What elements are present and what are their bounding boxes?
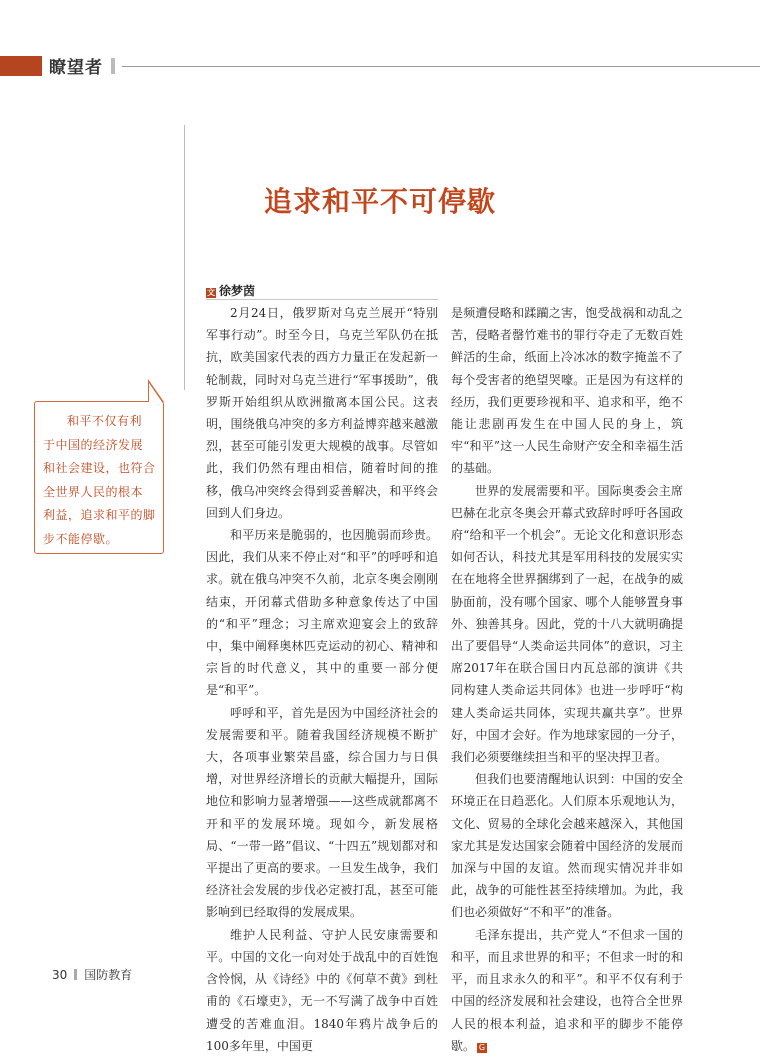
paragraph: 和平历来是脆弱的，也因脆弱而珍贵。因此，我们从来不停止对“和平”的呼呼和追求。就在俄乌冲突不久前，北京冬奥会刚刚结束，开闭幕式借助多种意象传达了中国的“和平”理念；习主席欢迎宴会上的致辞中，集中阐释奥林匹克运动的初心、精神和宗旨的时代意义，其中的重要一部分便是“和平”。 — [206, 528, 438, 698]
header-rule — [122, 66, 760, 67]
paragraph: 呼呼和平，首先是因为中国经济社会的发展需要和平。随着我国经济规模不断扩大，各项事业繁荣昌盛，综合国力与日俱增，对世界经济增长的贡献大幅提升，国际地位和影响力显著增强——这些成就都离不开和平的发展环境。现如今，新发展格局、“一带一路”倡议、“十四五”规划都对和平提出了更高的要求。一旦发生战争，我们经济社会发展的步伐必定被打乱，甚至可能影响到已经取得的发展成果。 — [206, 705, 438, 920]
end-mark-icon: G — [478, 1042, 486, 1052]
column-title: 瞭望者 — [49, 58, 103, 78]
header-separator — [111, 58, 115, 74]
page-footer — [52, 966, 132, 983]
pull-quote-notch-fill — [149, 383, 162, 402]
paragraph: 2月24日，俄罗斯对乌克兰展开“特别军事行动”。时至今日，乌克兰军队仍在抵抗，欧美国家代表的西方力量正在发起新一轮制裁，同时对乌克兰进行“军事援助”，俄罗斯开始组织从欧洲撤离本国公民。这表明，围绕俄乌冲突的多方利益博弈越来越激烈，甚至可能引发更大规模的战事。尽管如此，我们仍然有理由相信，随着时间的推移，俄乌冲突终会得到妥善解决，和平终会回到人们身边。 — [206, 306, 438, 520]
pull-quote-line: 和社会建设，也符合 — [43, 461, 156, 475]
byline-rule — [206, 299, 438, 300]
paragraph: 是频遭侵略和蹂躏之害，饱受战祸和动乱之苦，侵略者罄竹难书的罪行夺走了无数百姓鲜活的生命，纸面上冷冰冰的数字掩盖不了每个受害者的绝望哭嚎。正是因为有这样的经历，我们更要珍视和平、追求和平，绝不能让悲剧再发生在中国人民的身上，筑牢“和平”这一人民生命财产安全和幸福生活的基础。 — [451, 306, 683, 476]
paragraph-text: 毛泽东提出，共产党人“不但求一国的和平，而且求世界的和平；不但求一时的和平，而且求永久的和平”。和平不仅有利于中国的经济发展和社会建设，也符合全世界人民的根本利益，追求和平的脚步不能停歇。 — [451, 927, 683, 1053]
pull-quote-line: 步不能停歇。 — [43, 531, 119, 546]
pull-quote-line: 于中国的经济发展 — [43, 437, 144, 452]
author-name: 徐梦茵 — [219, 284, 256, 298]
paragraph: 但我们也要清醒地认识到：中国的安全环境正在日趋恶化。人们原本乐观地认为，文化、贸易的全球化会越来越深入，其他国家尤其是发达国家会随着中国经济的发展而加深与中国的友谊。然而现实情况并非如此，战争的可能性甚至持续增加。为此，我们也必须做好“不和平”的准备。 — [451, 772, 683, 920]
author-byline — [206, 282, 255, 299]
pull-quote-box — [34, 401, 164, 554]
page-number: 30 — [52, 968, 68, 982]
footer-separator — [74, 969, 77, 980]
article-title: 追求和平不可停歇 — [263, 185, 496, 218]
magazine-name: 国防教育 — [84, 968, 133, 982]
decorative-vertical-rule — [184, 125, 185, 390]
pull-quote-line: 全世界人民的根本 — [43, 484, 144, 499]
paragraph-final — [451, 924, 683, 1057]
header-accent-bar — [0, 56, 42, 76]
paragraph: 维护人民利益、守护人民安康需要和平。中国的文化一向对处于战乱中的百姓饱含怜悯，从《诗经》中的《何草不黄》到杜甫的《石壕吏》，无一不写满了战争中百姓遭受的苦难血泪。1840年鸦片战争后的100多年里，中国更 — [206, 927, 438, 1053]
article-column-left — [206, 302, 438, 1057]
article-column-right — [451, 302, 683, 1057]
pull-quote-line: 和平不仅有利 — [67, 414, 143, 428]
paragraph: 世界的发展需要和平。国际奥委会主席巴赫在北京冬奥会开幕式致辞时呼吁各国政府“给和平一个机会”。无论文化和意识形态如何否认，科技尤其是军用科技的发展实实在在地将全世界捆绑到了一起，在战争的威胁面前，没有哪个国家、哪个人能够置身事外、独善其身。因此，党的十八大就明确提出了要倡导“人类命运共同体”的意识，习主席2017年在联合国日内瓦总部的演讲《共同构建人类命运共同体》也进一步呼吁“构建人类命运共同体，实现共赢共享”。世界好，中国才会好。作为地球家园的一分子，我们必须要继续担当和平的坚决捍卫者。 — [451, 483, 683, 765]
pull-quote-line: 利益，追求和平的脚 — [43, 508, 156, 522]
author-mark-icon: 文 — [207, 288, 215, 297]
pull-quote-text — [43, 410, 157, 551]
